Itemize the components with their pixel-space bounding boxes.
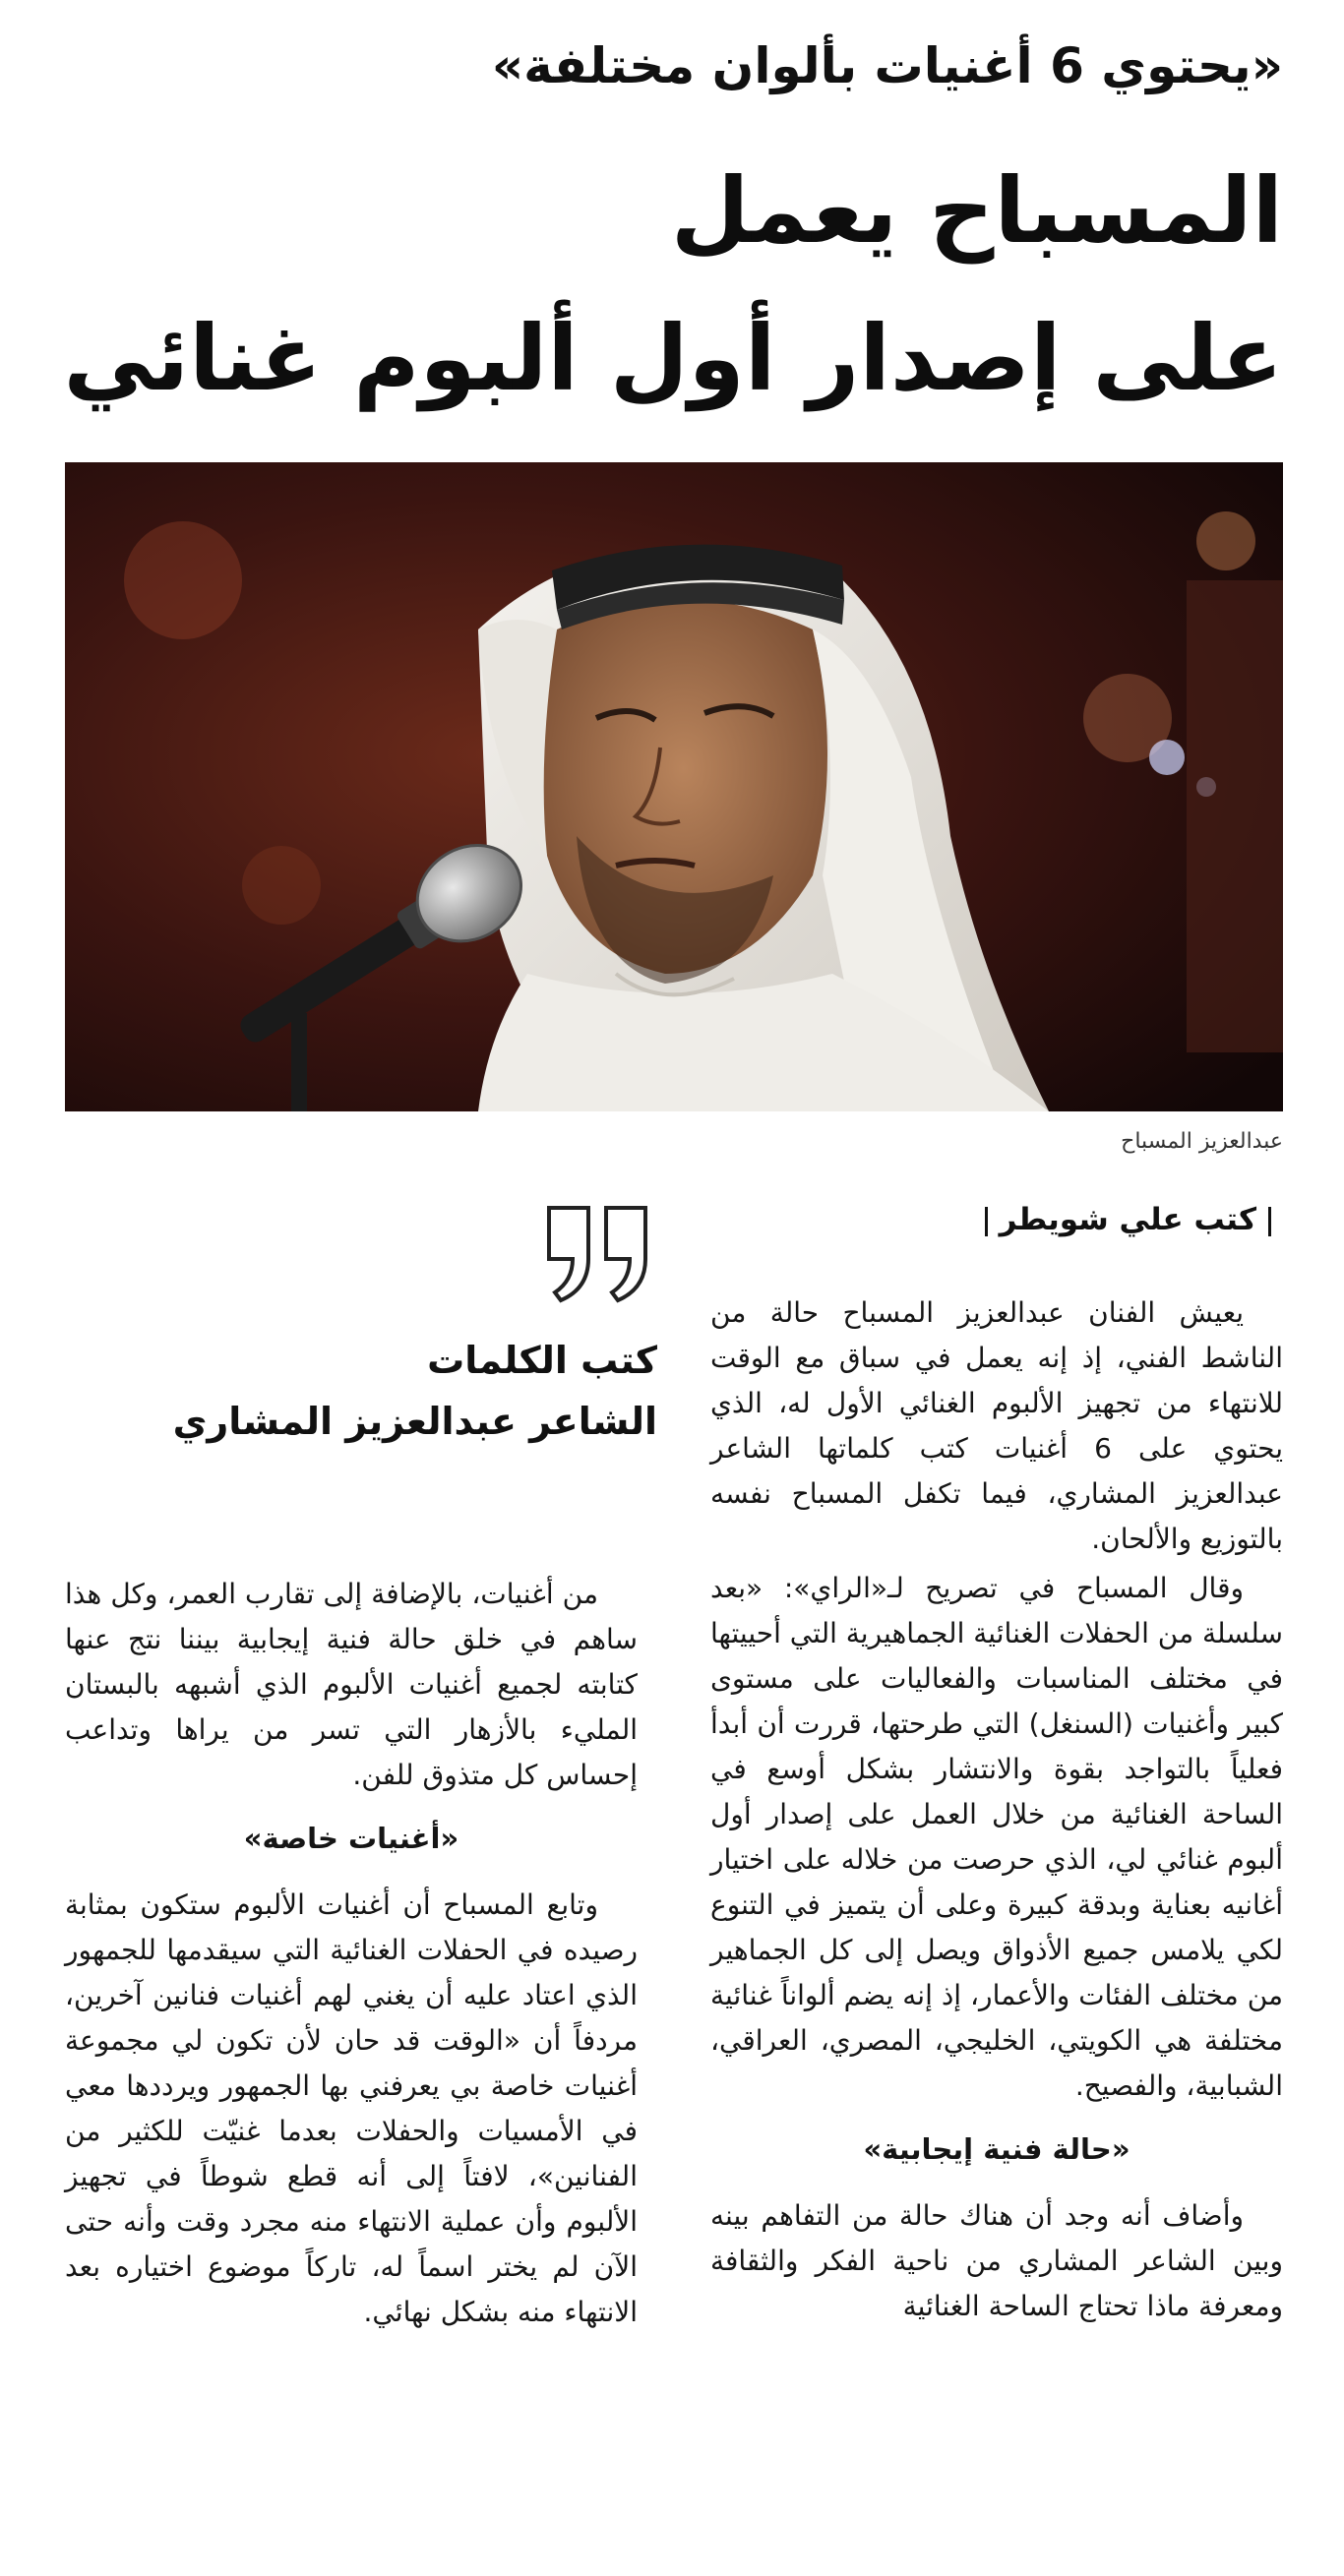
paragraph: من أغنيات، بالإضافة إلى تقارب العمر، وكل هذا ساهم في خلق حالة فنية إيجابية بيننا نتج عنها كتابته لجميع أغنيات الألبوم الذي أشبهه بالبستان المليء بالأزهار التي تسر من يراها وتداعب إحساس كل متذوق للفن. [65, 1578, 638, 1791]
article-column-right [710, 1290, 1283, 2333]
subheading: «حالة فنية إيجابية» [863, 2132, 1130, 2166]
byline [791, 1202, 1283, 1237]
article-headline [63, 138, 1283, 433]
article-kicker: «يحتوي 6 أغنيات بألوان مختلفة» [491, 37, 1283, 94]
paragraph: يعيش الفنان عبدالعزيز المسباح حالة من الناشط الفني، إذ إنه يعمل في سباق مع الوقت للانتهاء من تجهيز الألبوم الغنائي الأول له، الذي يحتوي على 6 أغنيات كتب كلماتها الشاعر عبدالعزيز المشاري، فيما تكفل المسباح نفسه بالتوزيع والألحان. [710, 1296, 1283, 1555]
headline-line-2: على إصدار أول ألبوم غنائي [63, 306, 1283, 411]
byline-text: كتب علي شويطر [999, 1202, 1256, 1237]
headline-line-1: المسباح يعمل [670, 158, 1283, 264]
photo-caption: عبدالعزيز المسباح [1121, 1129, 1283, 1154]
singer-photo-illustration [65, 462, 1283, 1111]
pull-quote [65, 1330, 657, 1452]
byline-divider-end [985, 1207, 988, 1236]
paragraph: وتابع المسباح أن أغنيات الألبوم ستكون بمثابة رصيده في الحفلات الغنائية التي سيقدمها للجمهور الذي اعتاد عليه أن يغني لهم أغنيات فنانين آخرين، مردفاً أن «الوقت قد حان لأن تكون لي مجموعة أغنيات خاصة بي يعرفني بها الجمهور ويرددها معي في الأمسيات والحفلات بعدما غنيّت للكثير من الفنانين»، لافتاً إلى أنه قطع شوطاً في تجهيز الألبوم وأن عملية الانتهاء منه مجرد وقت وأنه حتى الآن لم يختر اسماً له، تاركاً موضوع اختياره بعد الانتهاء منه بشكل نهائي. [65, 1888, 638, 2328]
quotation-mark-icon [541, 1198, 659, 1306]
paragraph: وأضاف أنه وجد أن هناك حالة من التفاهم بينه وبين الشاعر المشاري من ناحية الفكر والثقافة ومعرفة ماذا تحتاج الساحة الغنائية [710, 2199, 1283, 2322]
pull-quote-line-2: الشاعر عبدالعزيز المشاري [172, 1400, 657, 1443]
subheading: «أغنيات خاصة» [243, 1822, 459, 1855]
paragraph: وقال المسباح في تصريح لـ«الراي»: «بعد سلسلة من الحفلات الغنائية الجماهيرية التي أحييتها في مختلف المناسبات والفعاليات على مستوى كبير وأغنيات (السنغل) التي طرحتها، قررت أن أبدأ فعلياً بالتواجد بقوة والانتشار بشكل أوسع في الساحة الغنائية من خلال العمل على إصدار أول ألبوم غنائي لي، الذي حرصت من خلاله على اختيار أغانيه بعناية وبدقة كبيرة وعلى أن يتميز في التنوع لكي يلامس جميع الأذواق ويصل إلى كل الجماهير من مختلف الفئات والأعمار، إذ إنه يضم ألواناً غنائية مختلفة هي الكويتي، الخليجي، المصري، العراقي، الشبابية، والفصيح. [710, 1572, 1283, 2102]
article-column-left [65, 1572, 638, 2339]
singer-photo [65, 462, 1283, 1111]
byline-divider [1268, 1207, 1271, 1236]
pull-quote-line-1: كتب الكلمات [427, 1339, 657, 1382]
